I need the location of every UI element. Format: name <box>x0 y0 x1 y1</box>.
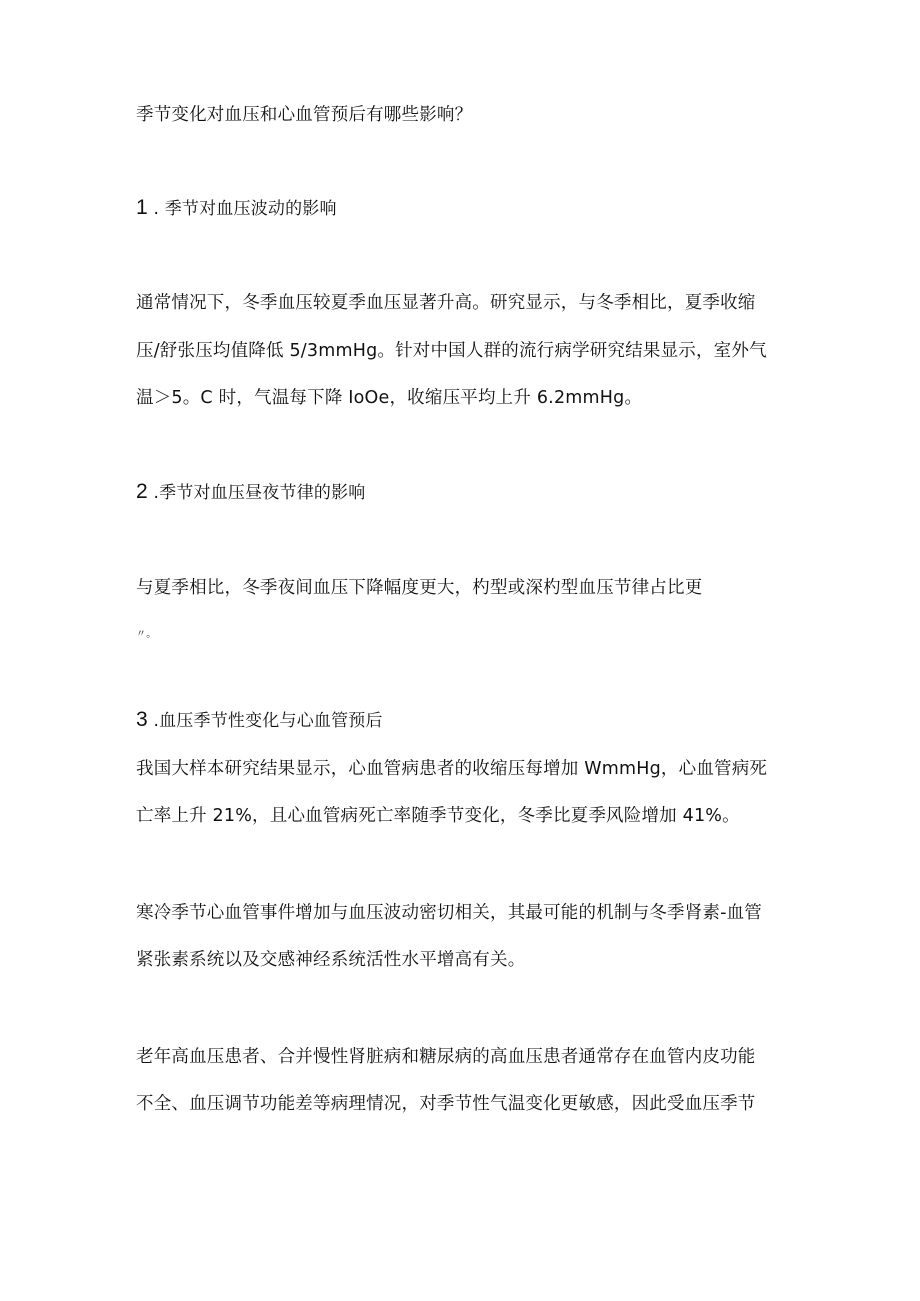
section-3-number: 3 <box>136 708 148 731</box>
section-1-heading <box>136 196 337 221</box>
section-2-heading <box>136 480 366 505</box>
section-2-heading-text: .季节对血压昼夜节律的影响 <box>153 483 366 503</box>
section-2-number: 2 <box>136 480 148 503</box>
para-4-line-2: 紧张素系统以及交感神经系统活性水平增高有关。 <box>136 950 526 970</box>
document-title: 季节变化对血压和心血管预后有哪些影响？ <box>136 105 473 125</box>
section-3-line-2: 亡率上升 21%，且心血管病死亡率随季节变化，冬季比夏季风险增加 41%。 <box>136 806 740 826</box>
section-1-line-1: 通常情况下，冬季血压较夏季血压显著升高。研究显示，与冬季相比，夏季收缩 <box>136 293 756 313</box>
section-3-line-1: 我国大样本研究结果显示，心血管病患者的收缩压每增加 WmmHg，心血管病死 <box>136 759 768 779</box>
section-3-heading <box>136 708 383 733</box>
para-5-line-1: 老年高血压患者、合并慢性肾脏病和糖尿病的高血压患者通常存在血管内皮功能 <box>136 1047 756 1067</box>
para-4-line-1: 寒冷季节心血管事件增加与血压波动密切相关，其最可能的机制与冬季肾素-血管 <box>136 903 763 923</box>
section-1-number: 1 <box>136 196 148 219</box>
section-1-heading-text: . 季节对血压波动的影响 <box>153 199 337 219</box>
section-1-line-2: 压/舒张压均值降低 5/3mmHg。针对中国人群的流行病学研究结果显示，室外气 <box>136 341 767 361</box>
section-2-line-2: 〃。 <box>136 629 157 640</box>
para-5-line-2: 不全、血压调节功能差等病理情况，对季节性气温变化更敏感，因此受血压季节 <box>136 1094 756 1114</box>
section-3-heading-text: .血压季节性变化与心血管预后 <box>153 711 383 731</box>
section-1-line-3: 温＞5。C 时，气温每下降 IoOe，收缩压平均上升 6.2mmHg。 <box>136 388 643 408</box>
section-2-line-1: 与夏季相比，冬季夜间血压下降幅度更大，杓型或深杓型血压节律占比更 <box>136 578 703 598</box>
